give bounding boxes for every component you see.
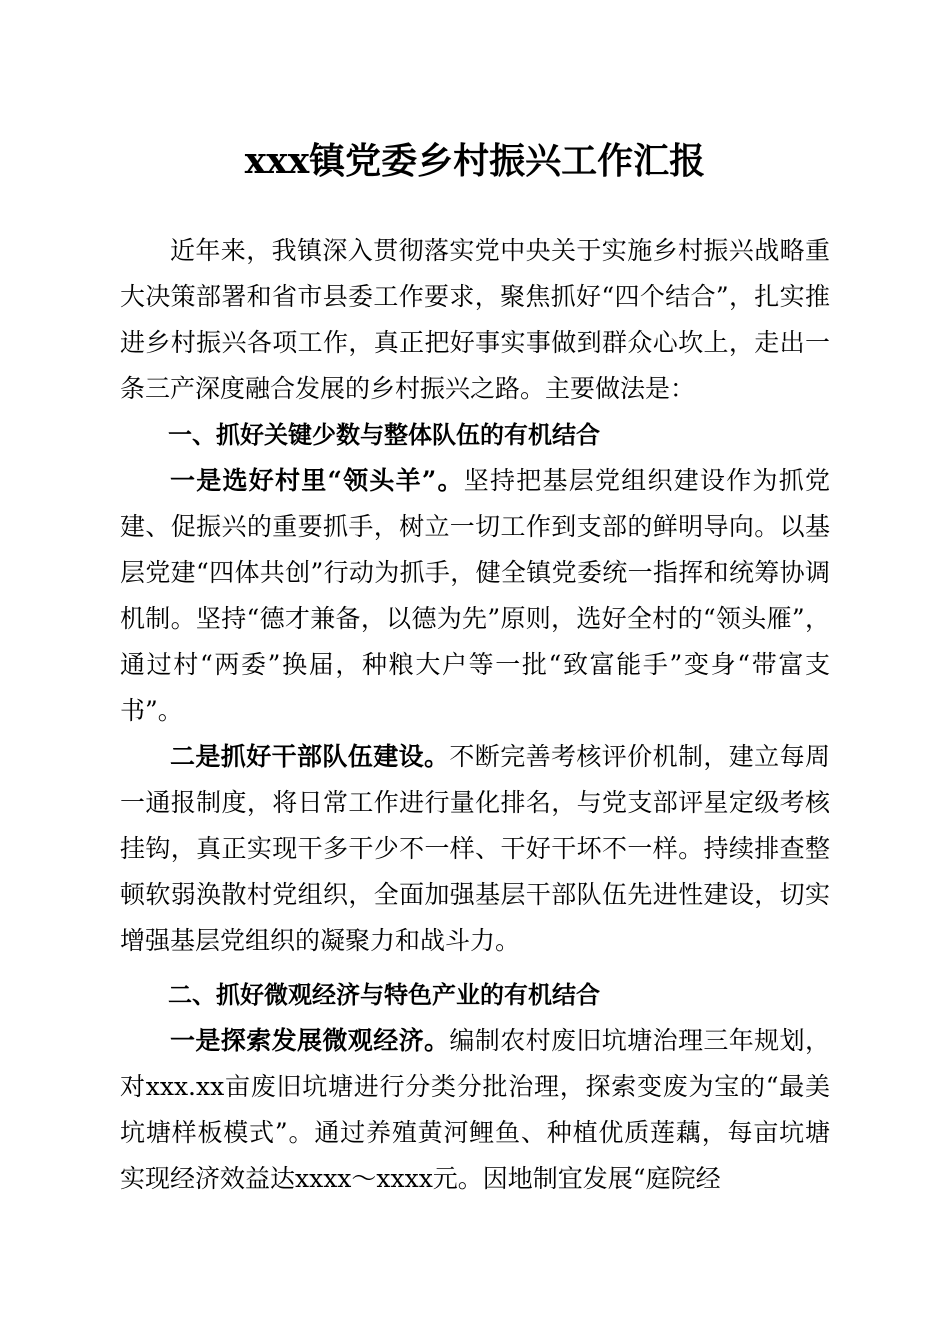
section-2-heading: 二、抓好微观经济与特色产业的有机结合	[168, 981, 600, 1009]
paragraph-body: 不断完善考核评价机制，建立每周一通报制度，将日常工作进行量化排名，与党支部评星定级考核挂钩，真正实现干多干少不一样、干好干坏不一样。持续排查整顿软弱涣散村党组织，全面加强基层干部队伍先进性建设，切实增强基层党组织的凝聚力和战斗力。	[120, 742, 830, 955]
section-2-paragraph-1	[120, 1018, 830, 1202]
document-title: xxx镇党委乡村振兴工作汇报	[244, 140, 706, 182]
paragraph-body: 坚持把基层党组织建设作为抓党建、促振兴的重要抓手，树立一切工作到支部的鲜明导向。以基层党建“四体共创”行动为抓手，健全镇党委统一指挥和统筹协调机制。坚持“德才兼备，以德为先”原则，选好全村的“领头雁”，通过村“两委”换届，种粮大户等一批“致富能手”变身“带富支书”。	[120, 466, 830, 725]
paragraph-lead: 二是抓好干部队伍建设。	[170, 742, 450, 771]
section-1-paragraph-1	[120, 458, 830, 734]
paragraph-lead: 一是探索发展微观经济。	[170, 1026, 450, 1055]
intro-paragraph: 近年来，我镇深入贯彻落实党中央关于实施乡村振兴战略重大决策部署和省市县委工作要求，聚焦抓好“四个结合”，扎实推进乡村振兴各项工作，真正把好事实事做到群众心坎上，走出一条三产深度融合发展的乡村振兴之路。主要做法是：	[120, 236, 830, 403]
paragraph-body: 编制农村废旧坑塘治理三年规划，对xxx.xx亩废旧坑塘进行分类分批治理，探索变废为宝的“最美坑塘样板模式”。通过养殖黄河鲤鱼、种植优质莲藕，每亩坑塘实现经济效益达xxxx～xxxx元。因地制宜发展“庭院经	[120, 1026, 830, 1193]
paragraph-lead: 一是选好村里“领头羊”。	[170, 466, 464, 495]
section-1-paragraph-2	[120, 734, 830, 964]
section-1-heading: 一、抓好关键少数与整体队伍的有机结合	[168, 421, 600, 449]
document-body	[120, 228, 830, 1202]
